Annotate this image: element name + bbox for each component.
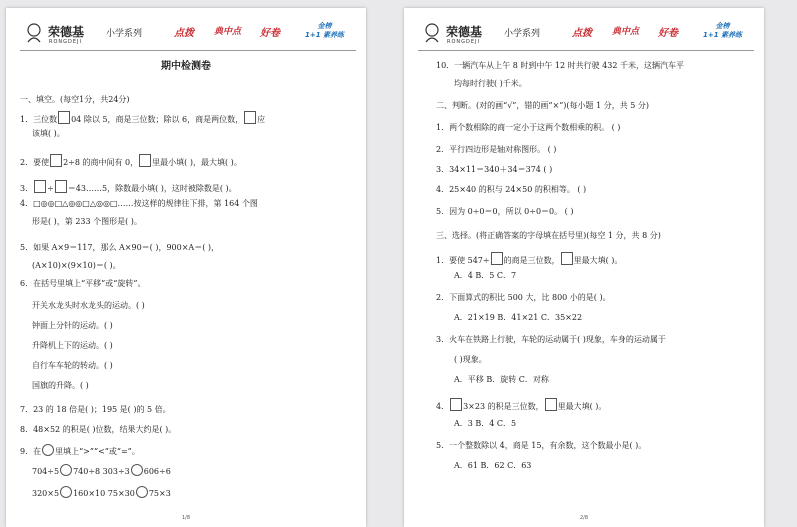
question-text: 钟面上分针的运动。( ) [32,321,113,330]
page-2 [404,8,764,527]
question-line [454,374,549,385]
brand-logo-icon [422,22,442,44]
question-text: 自行车车轮的转动。( ) [32,361,113,370]
brand-sub: RONGDEJI [49,39,82,45]
question-line [454,312,582,323]
question-text: 形是( )，第 233 个图形是( )。 [32,217,142,226]
question-text: ÷ [47,184,54,193]
tag-dianzhongdian: 典中点 [612,27,640,37]
answer-box[interactable] [545,398,557,411]
question-line [436,252,622,266]
question-line [20,424,176,435]
tag-haojuan: 好卷 [260,28,280,39]
answer-box[interactable] [450,398,462,411]
question-text: A．21×19 B．41×21 C．35×22 [454,313,583,322]
question-text: 740÷8 303÷3 [73,467,130,476]
question-text: 2．要使 [20,158,50,167]
question-text: (A×10)×(9×10)＝( )。 [32,261,121,270]
question-line [436,60,684,71]
question-text: 二、判断。(对的画“√”，错的画“×”)(每小题 1 分，共 5 分) [436,101,649,110]
question-line [32,380,89,391]
brand-name: 荣德基 [446,25,483,39]
question-line [436,144,556,155]
question-text: 4．25×40 的积与 24×50 的积相等。 ( ) [436,185,587,194]
brand-name: 荣德基 [48,25,85,39]
answer-box[interactable] [50,154,62,167]
answer-box[interactable] [55,180,67,193]
question-text: ( )现象。 [454,355,487,364]
question-text: 3． [20,184,34,193]
brand-logo-icon [24,22,44,44]
question-line [436,440,646,451]
question-text: 9．在 [20,447,42,456]
question-line [436,398,606,412]
question-line [436,184,586,195]
question-text: 1．要使 547÷ [436,256,490,265]
answer-box[interactable] [244,111,256,124]
question-text: 开关水龙头时水龙头的运动。( ) [32,301,145,310]
question-text: 三、选择。(将正确答案的字母填在括号里)(每空 1 分，共 8 分) [436,231,661,240]
question-text: 该填( )。 [32,129,65,138]
question-text: 8．48×52 的积是( )位数，结果大约是( )。 [20,425,177,434]
question-text: 5．如果 A×9＝117，那么 A×90＝( )，900×A＝( )， [20,243,219,252]
answer-box[interactable] [491,252,503,265]
answer-box[interactable] [34,180,46,193]
question-text: 里最小填( )，最大填( )。 [152,158,242,167]
question-line [32,360,113,371]
tag-dianbo: 点拨 [572,28,592,39]
question-line [436,334,666,345]
question-line [20,180,237,194]
series-label: 小学系列 [504,29,541,39]
answer-box[interactable] [561,252,573,265]
question-text: 国旗的升降。( ) [32,381,89,390]
question-line [20,444,140,457]
question-line [436,100,649,111]
question-text: A．61 B．62 C．63 [454,461,532,470]
question-text: 04 除以 5，商是三位数；除以 6，商是两位数， [71,115,244,124]
page-header [418,20,754,51]
question-line [32,216,142,227]
question-text: 6．在括号里填上“平移”或“旋转”。 [20,279,146,288]
tag-haojuan: 好卷 [658,28,678,39]
question-text: 3×23 的积是三位数， [463,402,544,411]
brand-sub: RONGDEJI [447,39,480,45]
compare-circle[interactable] [42,444,54,456]
question-line [32,320,113,331]
tag-dianzhongdian: 典中点 [214,27,242,37]
question-text: A．4 B．5 C．7 [454,271,517,280]
question-text: 里最大填( )。 [557,402,607,411]
question-text: 160×10 75×30 [73,489,135,498]
question-line [20,242,219,253]
question-line [32,486,171,499]
question-line [20,198,258,209]
question-text: 升降机上下的运动。( ) [32,341,113,350]
question-text: 2．下面算式的积比 500 大，比 800 小的是( )。 [436,293,611,302]
question-text: 10．一辆汽车从上午 8 时到中午 12 时共行驶 432 千米，这辆汽车平 [436,61,684,70]
page-number: 1/8 [181,515,191,521]
question-text: 5．因为 0÷0＝0，所以 0÷0＝0。 ( ) [436,207,574,216]
question-text: A．3 B．4 C．5 [454,419,517,428]
question-line [20,154,242,168]
question-line [436,122,620,133]
question-text: 3．火车在铁路上行驶，车轮的运动属于( )现象，车身的运动属于 [436,335,666,344]
question-line [20,404,171,415]
question-line [32,340,113,351]
question-text: 1．三位数 [20,115,58,124]
tag-jinbang: 金榜 1+1 素养练 [703,22,743,39]
question-text: 1．两个数相除的商一定小于这两个数相乘的积。 ( ) [436,123,621,132]
question-line [32,128,65,139]
question-text: 7．23 的 18 倍是( )；195 是( )的 5 倍。 [20,405,171,414]
answer-box[interactable] [139,154,151,167]
question-text: 的商是三位数， [503,256,560,265]
question-line [32,260,121,271]
question-text: 4．□◎◎□△◎◎□△◎◎□……按这样的规律往下排，第 164 个图 [20,199,258,208]
question-text: 均每时行驶( )千米。 [454,79,527,88]
question-text: 75×3 [148,489,171,498]
series-label: 小学系列 [106,29,143,39]
question-text: ＝43……5，除数最小填( )，这时被除数是( )。 [67,184,237,193]
question-text: 606÷6 [143,467,171,476]
question-text: A．平移 B．旋转 C．对称 [454,375,549,384]
page-title: 期中检测卷 [161,61,211,72]
page-1 [6,8,366,527]
question-line [436,292,611,303]
question-line [454,78,527,89]
question-line [32,464,171,477]
question-line [436,230,661,241]
compare-circle[interactable] [131,464,143,476]
page-header [20,20,356,51]
question-text: 2．平行四边形是轴对称图形。 ( ) [436,145,557,154]
answer-box[interactable] [58,111,70,124]
tag-jinbang: 金榜 1+1 素养练 [305,22,345,39]
question-text: 一、填空。(每空1分，共24分) [20,95,130,104]
question-line [20,94,130,105]
question-text: 4． [436,402,450,411]
question-text: 里最大填( )。 [573,256,623,265]
question-line [20,111,265,125]
compare-circle[interactable] [60,486,72,498]
question-text: 704÷5 [32,467,60,476]
question-line [454,460,531,471]
question-line [436,164,552,175]
question-line [454,270,516,281]
question-line [454,418,516,429]
question-text: 里填上“>”“<”或“=”。 [55,447,140,456]
question-line [436,206,573,217]
question-text: 320×5 [32,489,60,498]
page-number: 2/8 [579,515,589,521]
question-text: 5．一个整数除以 4，商是 15，有余数，这个数最小是( )。 [436,441,647,450]
compare-circle[interactable] [60,464,72,476]
question-text: 3．34×11＝340＋34＝374 ( ) [436,165,553,174]
question-line [454,354,487,365]
question-text: 应 [257,115,266,124]
tag-dianbo: 点拨 [174,28,194,39]
question-line [32,300,145,311]
question-text: 2÷8 的商中间有 0， [63,158,139,167]
question-line [20,278,145,289]
compare-circle[interactable] [136,486,148,498]
